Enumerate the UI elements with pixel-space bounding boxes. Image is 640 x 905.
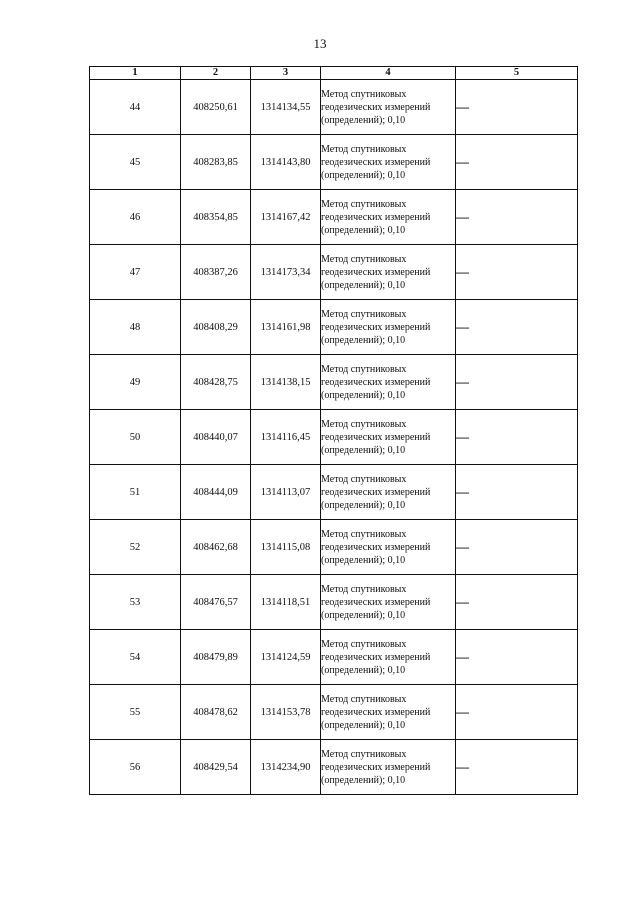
point-number-cell: 47 bbox=[90, 245, 181, 300]
table-row bbox=[90, 300, 578, 355]
x-coordinate-cell: 408250,61 bbox=[181, 80, 251, 135]
point-number-cell: 48 bbox=[90, 300, 181, 355]
note-cell: — bbox=[456, 190, 578, 245]
y-coordinate-cell: 1314138,15 bbox=[251, 355, 321, 410]
x-coordinate-cell: 408354,85 bbox=[181, 190, 251, 245]
y-coordinate-cell: 1314118,51 bbox=[251, 575, 321, 630]
note-cell: — bbox=[456, 630, 578, 685]
table-row bbox=[90, 740, 578, 795]
table-row bbox=[90, 355, 578, 410]
note-cell: — bbox=[456, 520, 578, 575]
table-body bbox=[90, 80, 578, 795]
column-header-4: 4 bbox=[321, 67, 456, 80]
note-cell: — bbox=[456, 300, 578, 355]
column-header-5: 5 bbox=[456, 67, 578, 80]
method-cell: Метод спутниковых геодезических измерений (определений); 0,10 bbox=[321, 465, 456, 520]
point-number-cell: 45 bbox=[90, 135, 181, 190]
point-number-cell: 53 bbox=[90, 575, 181, 630]
x-coordinate-cell: 408408,29 bbox=[181, 300, 251, 355]
coordinates-table bbox=[89, 66, 578, 795]
point-number-cell: 44 bbox=[90, 80, 181, 135]
method-cell: Метод спутниковых геодезических измерений (определений); 0,10 bbox=[321, 740, 456, 795]
x-coordinate-cell: 408283,85 bbox=[181, 135, 251, 190]
column-header-3: 3 bbox=[251, 67, 321, 80]
note-cell: — bbox=[456, 245, 578, 300]
y-coordinate-cell: 1314143,80 bbox=[251, 135, 321, 190]
x-coordinate-cell: 408476,57 bbox=[181, 575, 251, 630]
point-number-cell: 49 bbox=[90, 355, 181, 410]
point-number-cell: 56 bbox=[90, 740, 181, 795]
note-cell: — bbox=[456, 410, 578, 465]
table-row bbox=[90, 410, 578, 465]
table-row bbox=[90, 190, 578, 245]
point-number-cell: 52 bbox=[90, 520, 181, 575]
column-header-2: 2 bbox=[181, 67, 251, 80]
y-coordinate-cell: 1314113,07 bbox=[251, 465, 321, 520]
x-coordinate-cell: 408462,68 bbox=[181, 520, 251, 575]
x-coordinate-cell: 408428,75 bbox=[181, 355, 251, 410]
table-row bbox=[90, 245, 578, 300]
y-coordinate-cell: 1314234,90 bbox=[251, 740, 321, 795]
x-coordinate-cell: 408387,26 bbox=[181, 245, 251, 300]
x-coordinate-cell: 408429,54 bbox=[181, 740, 251, 795]
note-cell: — bbox=[456, 80, 578, 135]
page-number: 13 bbox=[313, 36, 327, 51]
note-cell: — bbox=[456, 685, 578, 740]
y-coordinate-cell: 1314116,45 bbox=[251, 410, 321, 465]
y-coordinate-cell: 1314173,34 bbox=[251, 245, 321, 300]
method-cell: Метод спутниковых геодезических измерений (определений); 0,10 bbox=[321, 300, 456, 355]
y-coordinate-cell: 1314161,98 bbox=[251, 300, 321, 355]
method-cell: Метод спутниковых геодезических измерений (определений); 0,10 bbox=[321, 685, 456, 740]
method-cell: Метод спутниковых геодезических измерений (определений); 0,10 bbox=[321, 355, 456, 410]
method-cell: Метод спутниковых геодезических измерений (определений); 0,10 bbox=[321, 520, 456, 575]
y-coordinate-cell: 1314167,42 bbox=[251, 190, 321, 245]
method-cell: Метод спутниковых геодезических измерений (определений); 0,10 bbox=[321, 575, 456, 630]
x-coordinate-cell: 408478,62 bbox=[181, 685, 251, 740]
y-coordinate-cell: 1314153,78 bbox=[251, 685, 321, 740]
method-cell: Метод спутниковых геодезических измерений (определений); 0,10 bbox=[321, 80, 456, 135]
method-cell: Метод спутниковых геодезических измерений (определений); 0,10 bbox=[321, 630, 456, 685]
y-coordinate-cell: 1314115,08 bbox=[251, 520, 321, 575]
x-coordinate-cell: 408444,09 bbox=[181, 465, 251, 520]
x-coordinate-cell: 408479,89 bbox=[181, 630, 251, 685]
point-number-cell: 51 bbox=[90, 465, 181, 520]
note-cell: — bbox=[456, 575, 578, 630]
note-cell: — bbox=[456, 465, 578, 520]
table-row bbox=[90, 630, 578, 685]
column-header-1: 1 bbox=[90, 67, 181, 80]
x-coordinate-cell: 408440,07 bbox=[181, 410, 251, 465]
method-cell: Метод спутниковых геодезических измерений (определений); 0,10 bbox=[321, 190, 456, 245]
method-cell: Метод спутниковых геодезических измерений (определений); 0,10 bbox=[321, 410, 456, 465]
note-cell: — bbox=[456, 740, 578, 795]
method-cell: Метод спутниковых геодезических измерений (определений); 0,10 bbox=[321, 245, 456, 300]
point-number-cell: 50 bbox=[90, 410, 181, 465]
point-number-cell: 54 bbox=[90, 630, 181, 685]
point-number-cell: 46 bbox=[90, 190, 181, 245]
table-row bbox=[90, 575, 578, 630]
table-row bbox=[90, 465, 578, 520]
table-row bbox=[90, 685, 578, 740]
note-cell: — bbox=[456, 135, 578, 190]
note-cell: — bbox=[456, 355, 578, 410]
table-header-row bbox=[90, 67, 578, 80]
method-cell: Метод спутниковых геодезических измерений (определений); 0,10 bbox=[321, 135, 456, 190]
y-coordinate-cell: 1314134,55 bbox=[251, 80, 321, 135]
y-coordinate-cell: 1314124,59 bbox=[251, 630, 321, 685]
table-row bbox=[90, 135, 578, 190]
table-row bbox=[90, 80, 578, 135]
point-number-cell: 55 bbox=[90, 685, 181, 740]
table-row bbox=[90, 520, 578, 575]
